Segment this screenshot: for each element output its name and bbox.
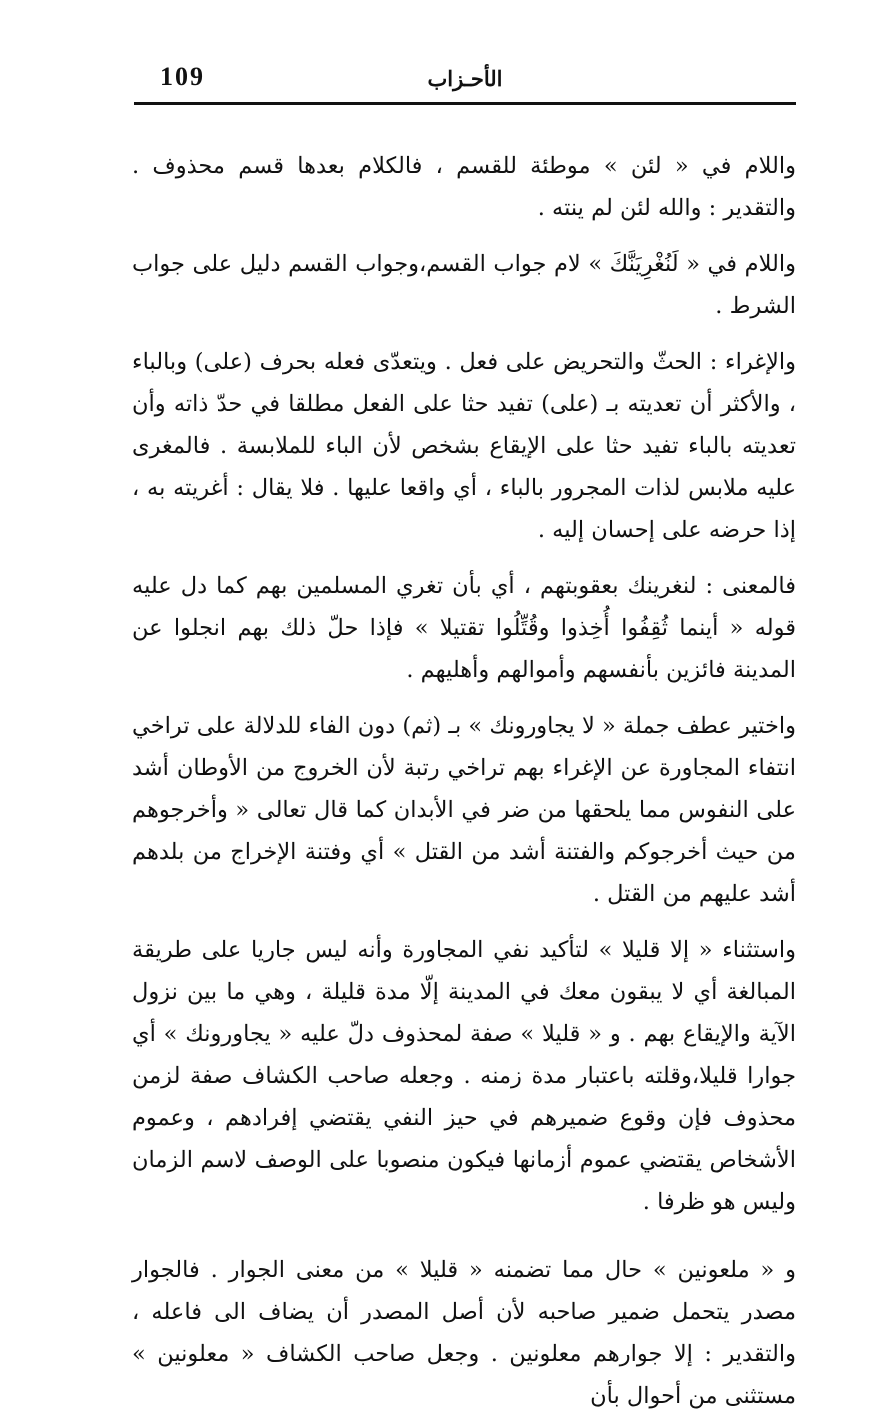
running-title: الأحـزاب [427, 66, 503, 91]
page-header [134, 58, 796, 105]
paragraph: والإغراء : الحثّ والتحريض على فعل . ويتعدّى فعله بحرف (على) وبالباء ، والأكثر أن تعديته بـ (على) تفيد حثا على الفعل مطلقا في حدّ ذاته وأن تعديته بالباء تفيد حثا على الإيقاع بشخص لأن الباء للملابسة . فالمغرى عليه ملابس لذات المجرور بالباء ، أي واقعا عليها . فلا يقال : أغريته به ، إذا حرضه على إحسان إليه . [132, 349, 796, 543]
paragraph: واللام في « لَنُغْرِيَنَّكَ » لام جواب القسم،وجواب القسم دليل على جواب الشرط . [132, 251, 796, 319]
body-text [132, 145, 796, 1417]
paragraph: و « ملعونين » حال مما تضمنه « قليلا » من معنى الجوار . فالجوار مصدر يتحمل ضمير صاحبه لأن أصل المصدر أن يضاف الى فاعله ، والتقدير : إلا جوارهم معلونين . وجعل صاحب الكشاف « معلونين » مستثنى من أحوال بأن [132, 1257, 796, 1409]
paragraph: فالمعنى : لنغرينك بعقوبتهم ، أي بأن تغري المسلمين بهم كما دل عليه قوله « أينما ثُقِفُوا أُخِذوا وقُتِّلُوا تقتيلا » فإذا حلّ ذلك بهم انجلوا عن المدينة فائزين بأنفسهم وأموالهم وأهليهم . [132, 573, 796, 683]
paragraph: واستثناء « إلا قليلا » لتأكيد نفي المجاورة وأنه ليس جاريا على طريقة المبالغة أي لا يبقون معك في المدينة إلّا مدة قليلة ، وهي ما بين نزول الآية والإيقاع بهم . و « قليلا » صفة لمحذوف دلّ عليه « يجاورونك » أي جوارا قليلا،وقلته باعتبار مدة زمنه . وجعله صاحب الكشاف صفة لزمن محذوف فإن وقوع ضميرهم في حيز النفي يقتضي إفرادهم ، وعموم الأشخاص يقتضي عموم أزمانها فيكون منصوبا على الوصف لاسم الزمان وليس هو ظرفا . [132, 937, 796, 1215]
page-number: 109 [160, 62, 205, 91]
paragraph: واللام في « لئن » موطئة للقسم ، فالكلام بعدها قسم محذوف . والتقدير : والله لئن لم ينته . [132, 153, 796, 221]
paragraph: واختير عطف جملة « لا يجاورونك » بـ (ثم) دون الفاء للدلالة على تراخي انتفاء المجاورة عن الإغراء بهم تراخي رتبة لأن الخروج من الأوطان أشد على النفوس مما يلحقها من ضر في الأبدان كما قال تعالى « وأخرجوهم من حيث أخرجوكم والفتنة أشد من القتل » أي وفتنة الإخراج من بلدهم أشد عليهم من القتل . [132, 713, 796, 907]
